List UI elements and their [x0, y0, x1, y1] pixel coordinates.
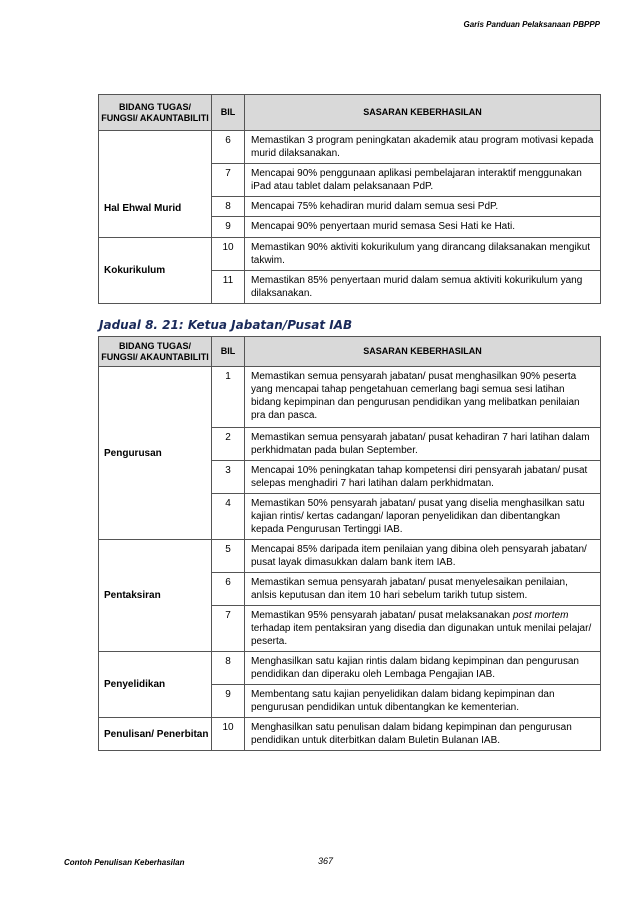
table-row	[99, 238, 601, 271]
row-target-text: terhadap item pentaksiran yang disedia dan digunakan untuk menilai pelajar/ peserta.	[251, 623, 592, 647]
table-row	[99, 131, 601, 164]
row-target: Memastikan semua pensyarah jabatan/ pusat menyelesaikan penilaian, anlsis keputusan dan item 10 hari sebelum tarikh tutup sistem.	[245, 573, 601, 606]
row-target-text: Memastikan 95% pensyarah jabatan/ pusat melaksanakan	[251, 610, 513, 621]
row-target: Mencapai 10% peningkatan tahap kompetensi diri pensyarah jabatan/ pusat selepas menghadiri 7 hari latihan dalam perkhidmatan.	[245, 461, 601, 494]
row-bil: 2	[212, 428, 245, 461]
row-bil: 4	[212, 494, 245, 540]
row-bil: 10	[212, 238, 245, 271]
table-row	[99, 652, 601, 685]
row-target: Mencapai 90% penggunaan aplikasi pembelajaran interaktif menggunakan iPad atau tablet dalam pelaksanaan PdP.	[245, 164, 601, 197]
targets-table-1	[98, 94, 601, 304]
row-target	[245, 606, 601, 652]
row-target: Memastikan semua pensyarah jabatan/ pusat kehadiran 7 hari latihan dalam perkhidmatan pada bulan September.	[245, 428, 601, 461]
row-bil: 7	[212, 164, 245, 197]
function-pentaksiran: Pentaksiran	[99, 540, 212, 652]
function-pengurusan: Pengurusan	[99, 367, 212, 540]
function-hal-ehwal-murid: Hal Ehwal Murid	[99, 131, 212, 238]
table-caption: Jadual 8. 21: Ketua Jabatan/Pusat IAB	[99, 318, 353, 332]
row-target: Mencapai 85% daripada item penilaian yang dibina oleh pensyarah jabatan/ pusat layak dimasukkan dalam bank item IAB.	[245, 540, 601, 573]
row-target: Membentang satu kajian penyelidikan dalam bidang kepimpinan dan pengurusan pendidikan untuk dibentangkan ke kementerian.	[245, 685, 601, 718]
row-bil: 6	[212, 131, 245, 164]
row-bil: 9	[212, 217, 245, 238]
row-bil: 9	[212, 685, 245, 718]
row-bil: 3	[212, 461, 245, 494]
header-function: BIDANG TUGAS/ FUNGSI/ AKAUNTABILITI	[99, 95, 212, 131]
function-penyelidikan: Penyelidikan	[99, 652, 212, 718]
row-target: Menghasilkan satu penulisan dalam bidang kepimpinan dan pengurusan pendidikan untuk diterbitkan dalam Buletin Bulanan IAB.	[245, 718, 601, 751]
row-bil: 5	[212, 540, 245, 573]
row-bil: 8	[212, 652, 245, 685]
row-target: Memastikan 50% pensyarah jabatan/ pusat yang diselia menghasilkan satu kajian rintis/ kertas cadangan/ laporan penyelidikan dan dibentangkan kepada Pengurusan Tertinggi IAB.	[245, 494, 601, 540]
header-target: SASARAN KEBERHASILAN	[245, 95, 601, 131]
row-target: Mencapai 90% penyertaan murid semasa Sesi Hati ke Hati.	[245, 217, 601, 238]
row-target: Memastikan 85% penyertaan murid dalam semua aktiviti kokurikulum yang dilaksanakan.	[245, 271, 601, 304]
header-bil: BIL	[212, 95, 245, 131]
table-header-row	[99, 95, 601, 131]
row-target: Memastikan 3 program peningkatan akademik atau program motivasi kepada murid dilaksanakan.	[245, 131, 601, 164]
row-bil: 1	[212, 367, 245, 428]
row-target: Menghasilkan satu kajian rintis dalam bidang kepimpinan dan pengurusan pendidikan dan diperaku oleh Lembaga Pengajian IAB.	[245, 652, 601, 685]
row-target: Memastikan semua pensyarah jabatan/ pusat menghasilkan 90% peserta yang mencapai tahap pengetahuan cemerlang bagi semua sesi latihan bidang kepimpinan dan pengurusan pendidikan yang melibatkan penilaian pra dan pasca.	[245, 367, 601, 428]
row-bil: 7	[212, 606, 245, 652]
row-bil: 8	[212, 197, 245, 217]
function-penulisan: Penulisan/ Penerbitan	[99, 718, 212, 751]
row-target: Mencapai 75% kehadiran murid dalam semua sesi PdP.	[245, 197, 601, 217]
row-bil: 10	[212, 718, 245, 751]
table-row	[99, 718, 601, 751]
table-row	[99, 540, 601, 573]
table-row	[99, 367, 601, 428]
row-bil: 11	[212, 271, 245, 304]
function-kokurikulum: Kokurikulum	[99, 238, 212, 304]
row-bil: 6	[212, 573, 245, 606]
targets-table-2	[98, 336, 601, 751]
header-target: SASARAN KEBERHASILAN	[245, 337, 601, 367]
row-target: Memastikan 90% aktiviti kokurikulum yang dirancang dilaksanakan mengikut takwim.	[245, 238, 601, 271]
header-function: BIDANG TUGAS/ FUNGSI/ AKAUNTABILITI	[99, 337, 212, 367]
table-header-row	[99, 337, 601, 367]
page-number: 367	[318, 856, 334, 866]
footer-title: Contoh Penulisan Keberhasilan	[64, 858, 185, 867]
running-header: Garis Panduan Pelaksanaan PBPPP	[463, 20, 600, 29]
header-bil: BIL	[212, 337, 245, 367]
row-target-italic: post mortem	[512, 610, 569, 621]
